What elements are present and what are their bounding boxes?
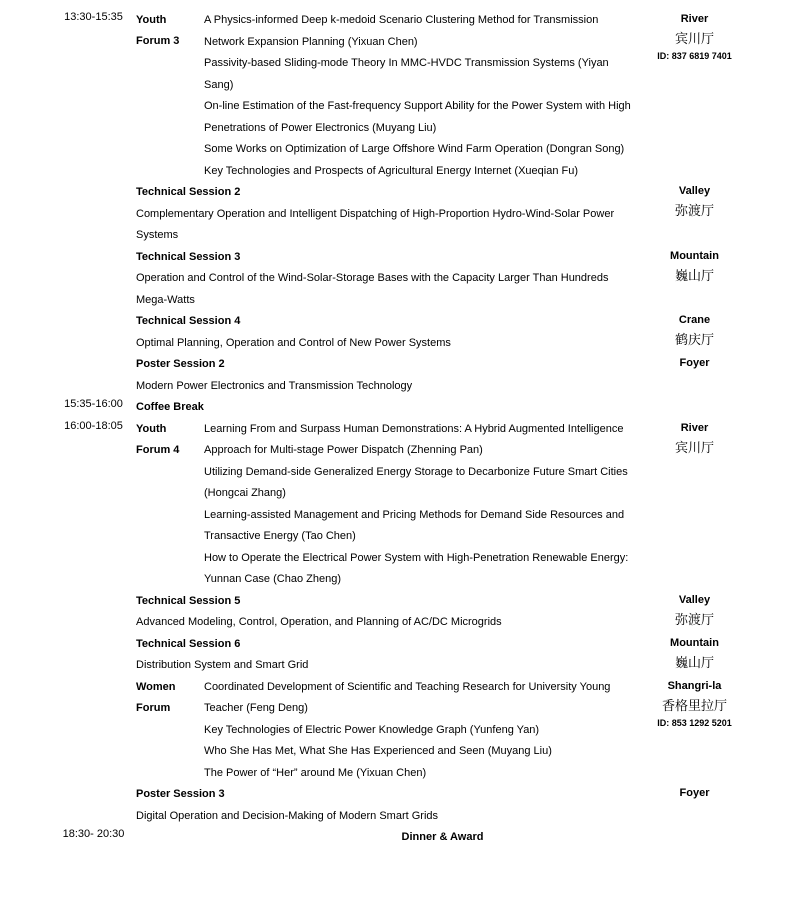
youth-forum-3-label-line2: Forum 3 — [136, 35, 180, 47]
venue-cell-women-forum — [640, 677, 749, 785]
coffee-break-cell — [136, 397, 640, 419]
venue-name-en: Crane — [678, 314, 711, 326]
technical-session-4-title: Technical Session 4 — [136, 315, 241, 327]
women-forum-label-line1: Women — [136, 680, 176, 693]
technical-session-3-description: Operation and Control of the Wind-Solar-Storage Bases with the Capacity Larger Than Hundreds Mega-Watts — [136, 272, 609, 306]
table-row-youth-forum-3 — [51, 10, 749, 182]
list-item — [204, 96, 640, 139]
time-cell-afternoon-2: 16:00-18:05 — [64, 419, 123, 432]
youth-forum-3-talk-3: On-line Estimation of the Fast-frequency Support Ability for the Power System with High Penetrations of Power Electronics (Muyang Liu) — [204, 100, 631, 134]
venue-name-cn: 鹤庆厅 — [674, 332, 714, 347]
list-item — [204, 741, 640, 763]
poster-session-3-title: Poster Session 3 — [136, 788, 225, 800]
time-cell-coffee-break: 15:35-16:00 — [64, 398, 123, 410]
youth-forum-4-label-line1: Youth — [136, 422, 167, 435]
venue-name-cn: 宾川厅 — [674, 439, 714, 455]
venue-name-cn: 巍山厅 — [674, 654, 714, 670]
youth-forum-3-subtable — [204, 10, 640, 182]
technical-session-6-cell — [136, 634, 640, 677]
venue-cell-poster-session-2 — [640, 354, 749, 397]
youth-forum-4-talk-list — [204, 419, 640, 591]
technical-session-4-cell — [136, 311, 640, 354]
technical-session-2-description: Complementary Operation and Intelligent Dispatching of High-Proportion Hydro-Wind-Solar Power Systems — [136, 207, 615, 241]
session-label-youth-forum-3 — [136, 10, 204, 182]
youth-forum-3-talk-list — [204, 10, 640, 182]
list-item — [204, 677, 640, 720]
technical-session-5-title: Technical Session 5 — [136, 594, 241, 607]
poster-session-3-cell — [136, 784, 640, 827]
list-item — [204, 10, 640, 53]
table-row-technical-session-6 — [51, 634, 749, 677]
youth-forum-3-talk-5: Key Technologies and Prospects of Agricultural Energy Internet (Xueqian Fu) — [204, 164, 579, 177]
list-item — [204, 161, 640, 183]
youth-forum-4-talk-4: How to Operate the Electrical Power System with High-Penetration Renewable Energy: Yunnan Case (Chao Zheng) — [204, 551, 629, 585]
venue-name-en: River — [680, 421, 709, 434]
women-forum-talk-3: Who She Has Met, What She Has Experienced and Seen (Muyang Liu) — [204, 745, 552, 757]
list-item — [204, 139, 640, 161]
technical-session-2-cell — [136, 182, 640, 247]
session-label-women-forum — [136, 677, 204, 785]
venue-name-cn: 宾川厅 — [674, 31, 714, 46]
youth-forum-4-talk-2: Utilizing Demand-side Generalized Energy Storage to Decarbonize Future Smart Cities (Hongcai Zhang) — [204, 465, 628, 499]
table-row-technical-session-2 — [51, 182, 749, 247]
list-item — [204, 462, 640, 505]
list-item — [204, 505, 640, 548]
table-row-coffee-break — [51, 397, 749, 419]
venue-cell-technical-session-4 — [640, 311, 749, 354]
table-row-technical-session-5 — [51, 591, 749, 634]
venue-cell-youth-forum-3 — [640, 10, 749, 182]
women-forum-label-line2: Forum — [136, 701, 171, 714]
venue-cell-technical-session-2 — [640, 182, 749, 247]
technical-session-4-description: Optimal Planning, Operation and Control of New Power Systems — [136, 336, 451, 349]
youth-forum-3-label-line1: Youth — [136, 14, 167, 26]
conference-schedule-table — [51, 10, 749, 849]
youth-forum-4-talk-1: Learning From and Surpass Human Demonstrations: A Hybrid Augmented Intelligence Approach for Multi-stage Power Dispatch (Zhenning Pan) — [204, 422, 624, 456]
technical-session-6-description: Distribution System and Smart Grid — [136, 659, 309, 671]
women-forum-talk-list — [204, 677, 640, 785]
youth-forum-4-talk-3: Learning-assisted Management and Pricing Methods for Demand Side Resources and Transactive Energy (Tao Chen) — [204, 508, 625, 542]
list-item — [204, 419, 640, 462]
technical-session-3-cell — [136, 247, 640, 312]
dinner-award-cell: Dinner & Award — [401, 831, 484, 843]
venue-name-cn: 香格里拉厅 — [661, 697, 727, 713]
women-forum-talk-2: Key Technologies of Electric Power Knowledge Graph (Yunfeng Yan) — [204, 723, 540, 736]
venue-name-en: Valley — [678, 185, 711, 197]
venue-name-cn: 弥渡厅 — [674, 611, 714, 627]
venue-name-en: Mountain — [670, 636, 719, 649]
table-row-youth-forum-4 — [51, 419, 749, 591]
venue-name-en: Foyer — [679, 787, 710, 799]
venue-name-en: Mountain — [670, 249, 719, 262]
table-row-technical-session-3 — [51, 247, 749, 312]
technical-session-5-cell — [136, 591, 640, 634]
youth-forum-4-subtable — [204, 419, 640, 591]
table-row-poster-session-2 — [51, 354, 749, 397]
poster-session-2-description: Modern Power Electronics and Transmission Technology — [136, 379, 413, 392]
list-item — [204, 763, 640, 785]
youth-forum-3-talk-1: A Physics-informed Deep k-medoid Scenario Clustering Method for Transmission Network Expansion Planning (Yixuan Chen) — [204, 14, 599, 48]
women-forum-subtable — [204, 677, 640, 785]
list-item — [204, 548, 640, 591]
venue-cell-youth-forum-4 — [640, 419, 749, 591]
time-cell-dinner: 18:30- 20:30 — [62, 828, 125, 840]
venue-name-en: Valley — [678, 593, 711, 606]
session-label-youth-forum-4 — [136, 419, 204, 591]
venue-name-en: Foyer — [679, 357, 710, 369]
time-cell-afternoon-1: 13:30-15:35 — [64, 11, 123, 23]
women-forum-talk-1: Coordinated Development of Scientific and Teaching Research for University Young Teacher (Feng Deng) — [204, 680, 611, 714]
venue-cell-technical-session-6 — [640, 634, 749, 677]
venue-name-cn: 巍山厅 — [674, 267, 714, 283]
venue-meeting-id: ID: 837 6819 7401 — [657, 51, 732, 61]
venue-cell-poster-session-3 — [640, 784, 749, 827]
youth-forum-3-talk-2: Passivity-based Sliding-mode Theory In MMC-HVDC Transmission Systems (Yiyan Sang) — [204, 57, 609, 91]
list-item — [204, 720, 640, 742]
technical-session-2-title: Technical Session 2 — [136, 186, 241, 198]
venue-cell-coffee-break — [640, 397, 749, 419]
technical-session-6-title: Technical Session 6 — [136, 637, 241, 650]
table-row-technical-session-4 — [51, 311, 749, 354]
table-row-dinner — [51, 827, 749, 849]
table-row-poster-session-3 — [51, 784, 749, 827]
youth-forum-3-talk-4: Some Works on Optimization of Large Offshore Wind Farm Operation (Dongran Song) — [204, 143, 625, 155]
list-item — [204, 53, 640, 96]
venue-name-cn: 弥渡厅 — [674, 203, 714, 218]
poster-session-3-description: Digital Operation and Decision-Making of Modern Smart Grids — [136, 809, 439, 822]
venue-cell-technical-session-5 — [640, 591, 749, 634]
venue-name-en: Shangri-la — [667, 679, 722, 692]
technical-session-5-description: Advanced Modeling, Control, Operation, and Planning of AC/DC Microgrids — [136, 616, 502, 628]
technical-session-3-title: Technical Session 3 — [136, 250, 241, 263]
venue-name-en: River — [680, 13, 709, 25]
poster-session-2-cell — [136, 354, 640, 397]
poster-session-2-title: Poster Session 2 — [136, 358, 225, 370]
youth-forum-4-label-line2: Forum 4 — [136, 443, 180, 456]
table-row-women-forum — [51, 677, 749, 785]
women-forum-talk-4: The Power of “Her” around Me (Yixuan Chen) — [204, 766, 427, 779]
venue-cell-technical-session-3 — [640, 247, 749, 312]
venue-meeting-id: ID: 853 1292 5201 — [657, 717, 732, 728]
coffee-break-title: Coffee Break — [136, 401, 204, 413]
